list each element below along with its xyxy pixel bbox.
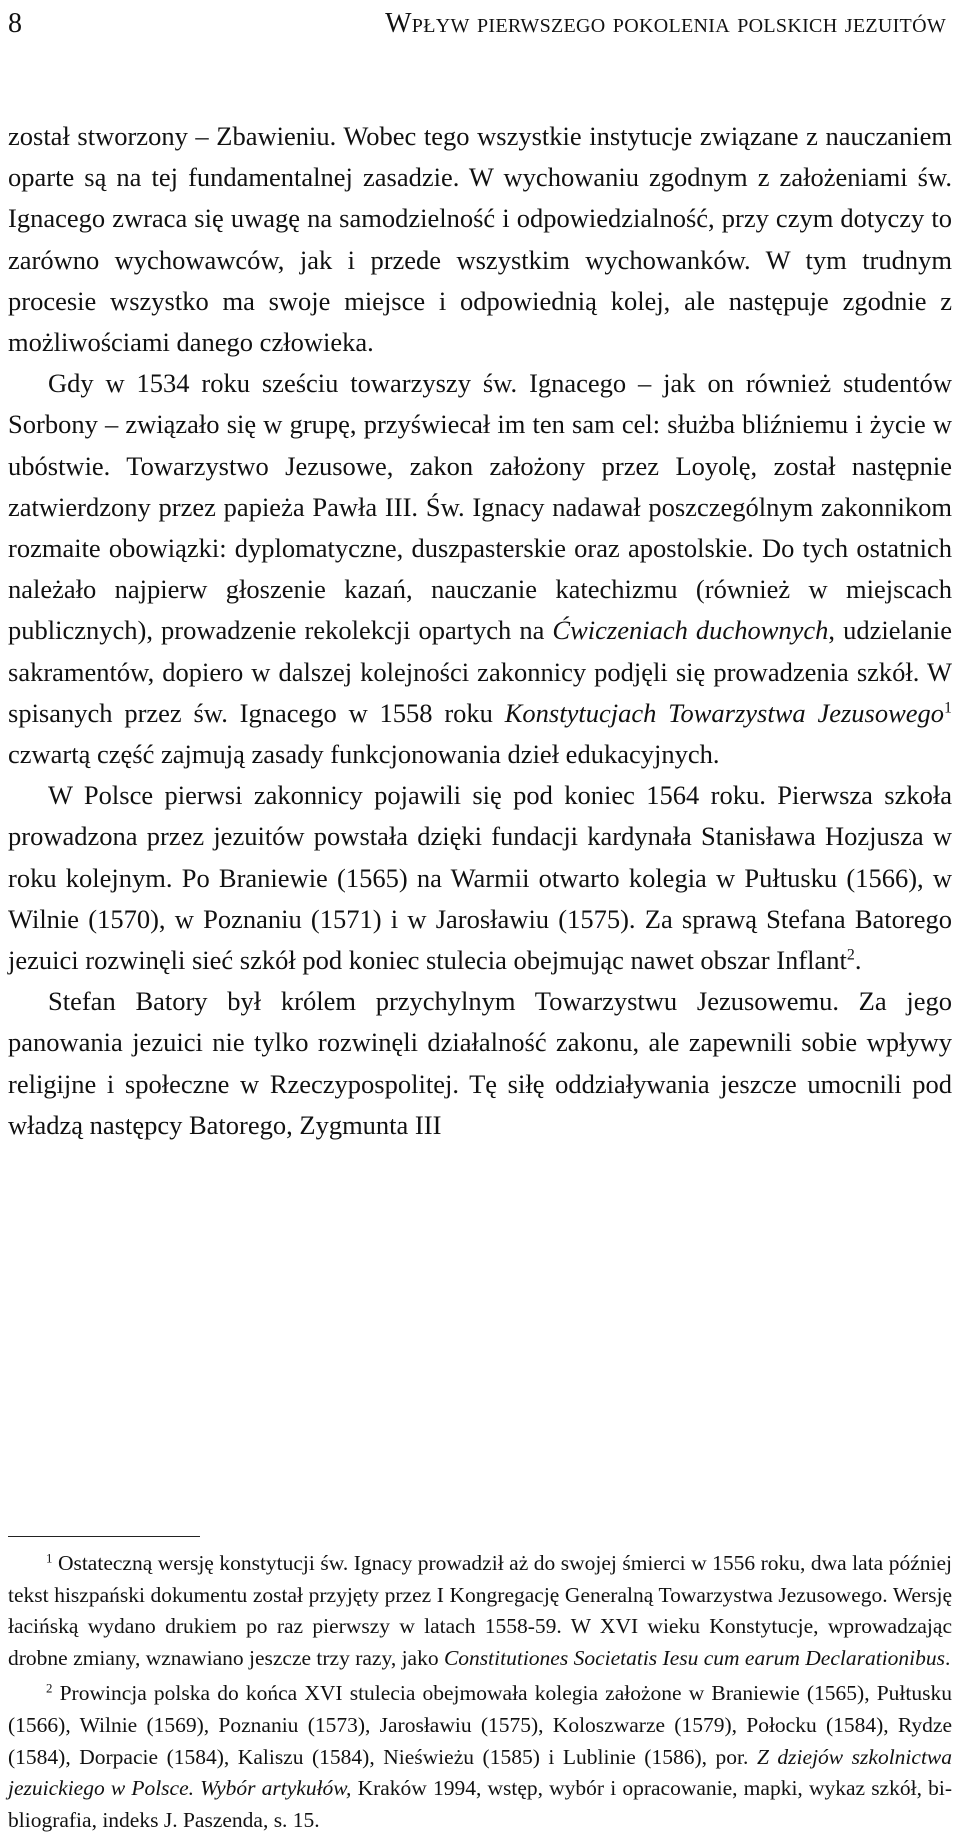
footnote-ref-1[interactable]: 1 (944, 699, 952, 717)
footnote-ref-2[interactable]: 2 (846, 946, 855, 964)
paragraph-2-text-c: czwartą część zajmują zasady funkcjonowania dzieł edukacyjnych. (8, 739, 720, 770)
main-text (8, 116, 952, 1146)
italic-title-cwiczenia: Ćwiczeniach duchownych (552, 615, 829, 646)
paragraph-3-text-a: W Polsce pierwsi zakonnicy pojawili się pod koniec 1564 roku. Pierwsza szkoła prowadzona przez jezuitów powstała dzięki fundacji kardynała Stanisława Hozjusza w roku kolejnym. Po Braniewie (1565) na Warmii otwarto kolegia w Pułtusku (1566), w Wilnie (1570), w Poznaniu (1571) i w Jarosławiu (1575). Za sprawą Stefana Batorego jezuici rozwinęli sieć szkół pod koniec stulecia obejmując nawet obszar Inflant (8, 780, 952, 976)
footnote-2-end: Kraków 1994, wstęp, wybór i opracowanie, mapki, wykaz szkół, bibliografia, indeks J. Paszenda, s. 15. (8, 1776, 952, 1832)
footnote-1-end: . (945, 1645, 951, 1670)
footnotes (8, 1548, 952, 1840)
page-header (8, 4, 952, 44)
document-page (8, 0, 953, 1832)
paragraph-2-text-b: , udzielanie sakramentów, dopiero w dalszej kolejności zakonnicy podjęli się prowadzenia szkół. W spisanych przez św. Ignacego w 1558 roku (8, 615, 952, 728)
footnote-1 (8, 1548, 952, 1674)
paragraph-4 (8, 981, 952, 1146)
paragraph-3-text-b: . (854, 945, 862, 976)
footnote-2 (8, 1678, 952, 1836)
footnote-2-italic: Z dziejów szkolnictwa jezuickiego w Polsce. Wybór artykułów, (8, 1744, 953, 1801)
paragraph-1-text: został stworzony – Zbawieniu. Wobec tego wszystkie instytucje związane z nauczaniem oparte są na tej fundamentalnej zasadzie. W wychowaniu zgodnym z założeniami św. Ignacego zwraca się uwagę na samodzielność i odpowiedzialność, przy czym dotyczy to zarówno wychowawców, jak i przede wszystkim wychowanków. W tym trudnym procesie wszystko ma swoje miejsce i odpowiednią kolej, ale następuje zgodnie z możliwościami danego człowieka. (8, 121, 952, 358)
footnote-2-number: 2 (46, 1681, 53, 1696)
paragraph-2 (8, 363, 952, 775)
footnote-1-text: Ostateczną wersję konstytucji św. Ignacy prowadził aż do swojej śmierci w 1556 roku, dwa lata później tekst hiszpański dokumentu został przyjęty przez I Kongregację Generalną Towarzystwa Jezusowego. Wersję łacińską wydano drukiem po raz pierwszy w latach 1558-59. W XVI wieku Konstytucje, wprowadzając drobne zmiany, wznawiano jeszcze trzy razy, jako (8, 1551, 952, 1670)
footnote-1-number: 1 (46, 1551, 53, 1566)
paragraph-4-text: Stefan Batory był królem przychylnym Towarzystwu Jezusowemu. Za jego panowania jezuici nie tylko rozwinęli działalność zakonu, ale zapewnili sobie wpływy religijne i społeczne w Rzeczypospolitej. Tę siłę oddziaływania jeszcze umocnili pod władzą następcy Batorego, Zygmunta III (8, 986, 952, 1140)
page-number: 8 (8, 8, 22, 39)
running-title: Wpływ pierwszego pokolenia polskich jezuitów (385, 8, 946, 39)
paragraph-1 (8, 116, 952, 363)
italic-title-konstytucje: Konstytucjach Towarzystwa Jezusowego (504, 697, 945, 728)
footnote-1-italic: Constitutiones Societatis Iesu cum earum Declarationibus (443, 1645, 945, 1670)
footnote-divider (8, 1536, 200, 1537)
footnote-2-text: Prowincja polska do końca XVI stulecia obejmowała kolegia założone w Braniewie (1565), Pułtusku (1566), Wilnie (1569), Poznaniu (1573), Jarosławiu (1575), Koloszwarze (1579), Połocku (1584), Rydze (1584), Dorpacie (1584), Kaliszu (1584), Nieświeżu (1585) i Lublinie (1586), por. (8, 1681, 952, 1769)
paragraph-3 (8, 775, 952, 981)
paragraph-2-text-a: Gdy w 1534 roku sześciu towarzyszy św. Ignacego – jak on również studentów Sorbony – związało się w grupę, przyświecał im ten sam cel: służba bliźniemu i życie w ubóstwie. Towarzystwo Jezusowe, zakon założony przez Loyolę, został następnie zatwierdzony przez papieża Pawła III. Św. Ignacy nadawał poszczególnym zakonnikom rozmaite obowiązki: dyplomatyczne, duszpasterskie oraz apostolskie. Do tych ostatnich należało najpierw głoszenie kazań, nauczanie katechizmu (również w miejscach publicznych), prowadzenie rekolekcji opartych na (8, 368, 952, 646)
